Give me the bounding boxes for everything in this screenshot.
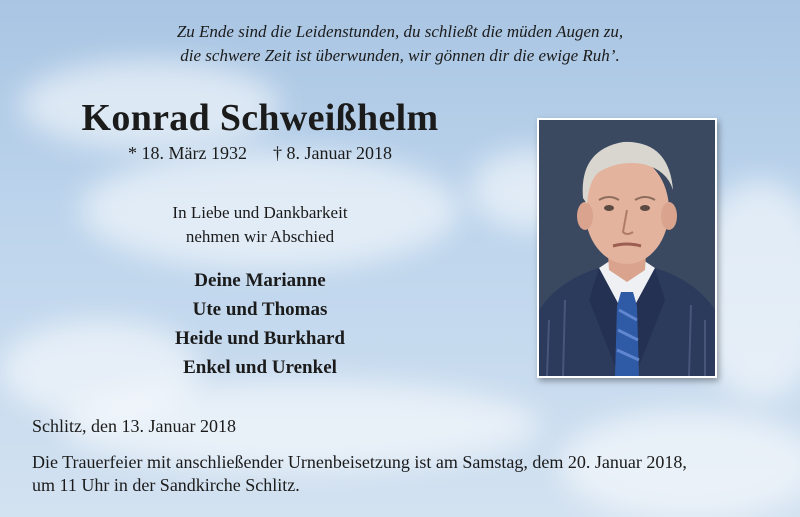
mourner-3: Heide und Burkhard	[175, 328, 345, 349]
mourner-1: Deine Marianne	[194, 270, 326, 291]
birth-date: * 18. März 1932	[128, 143, 247, 163]
poem-line-2: die schwere Zeit ist überwunden, wir gönnen dir die ewige Ruh’.	[180, 46, 620, 65]
life-dates	[0, 143, 520, 164]
funeral-information	[32, 451, 782, 497]
poem	[0, 20, 800, 68]
poem-line-1: Zu Ende sind die Leidenstunden, du schließt die müden Augen zu,	[176, 22, 624, 41]
funeral-info-line-1: Die Trauerfeier mit anschließender Urnenbeisetzung ist am Samstag, dem 20. Januar 2018,	[32, 452, 687, 472]
portrait-illustration	[539, 120, 715, 376]
deceased-name: Konrad Schweißhelm	[81, 97, 439, 139]
farewell-line-2: nehmen wir Abschied	[185, 227, 335, 246]
mourner-4: Enkel und Urenkel	[183, 357, 337, 378]
death-date: † 8. Januar 2018	[273, 143, 392, 163]
farewell-text	[0, 201, 520, 249]
place-and-date: Schlitz, den 13. Januar 2018	[32, 416, 236, 436]
farewell-line-1: In Liebe und Dankbarkeit	[172, 203, 348, 222]
portrait-photo	[537, 118, 717, 378]
mourners-list	[0, 266, 520, 382]
mourner-2: Ute und Thomas	[192, 299, 328, 320]
funeral-info-line-2: um 11 Uhr in der Sandkirche Schlitz.	[32, 475, 300, 495]
